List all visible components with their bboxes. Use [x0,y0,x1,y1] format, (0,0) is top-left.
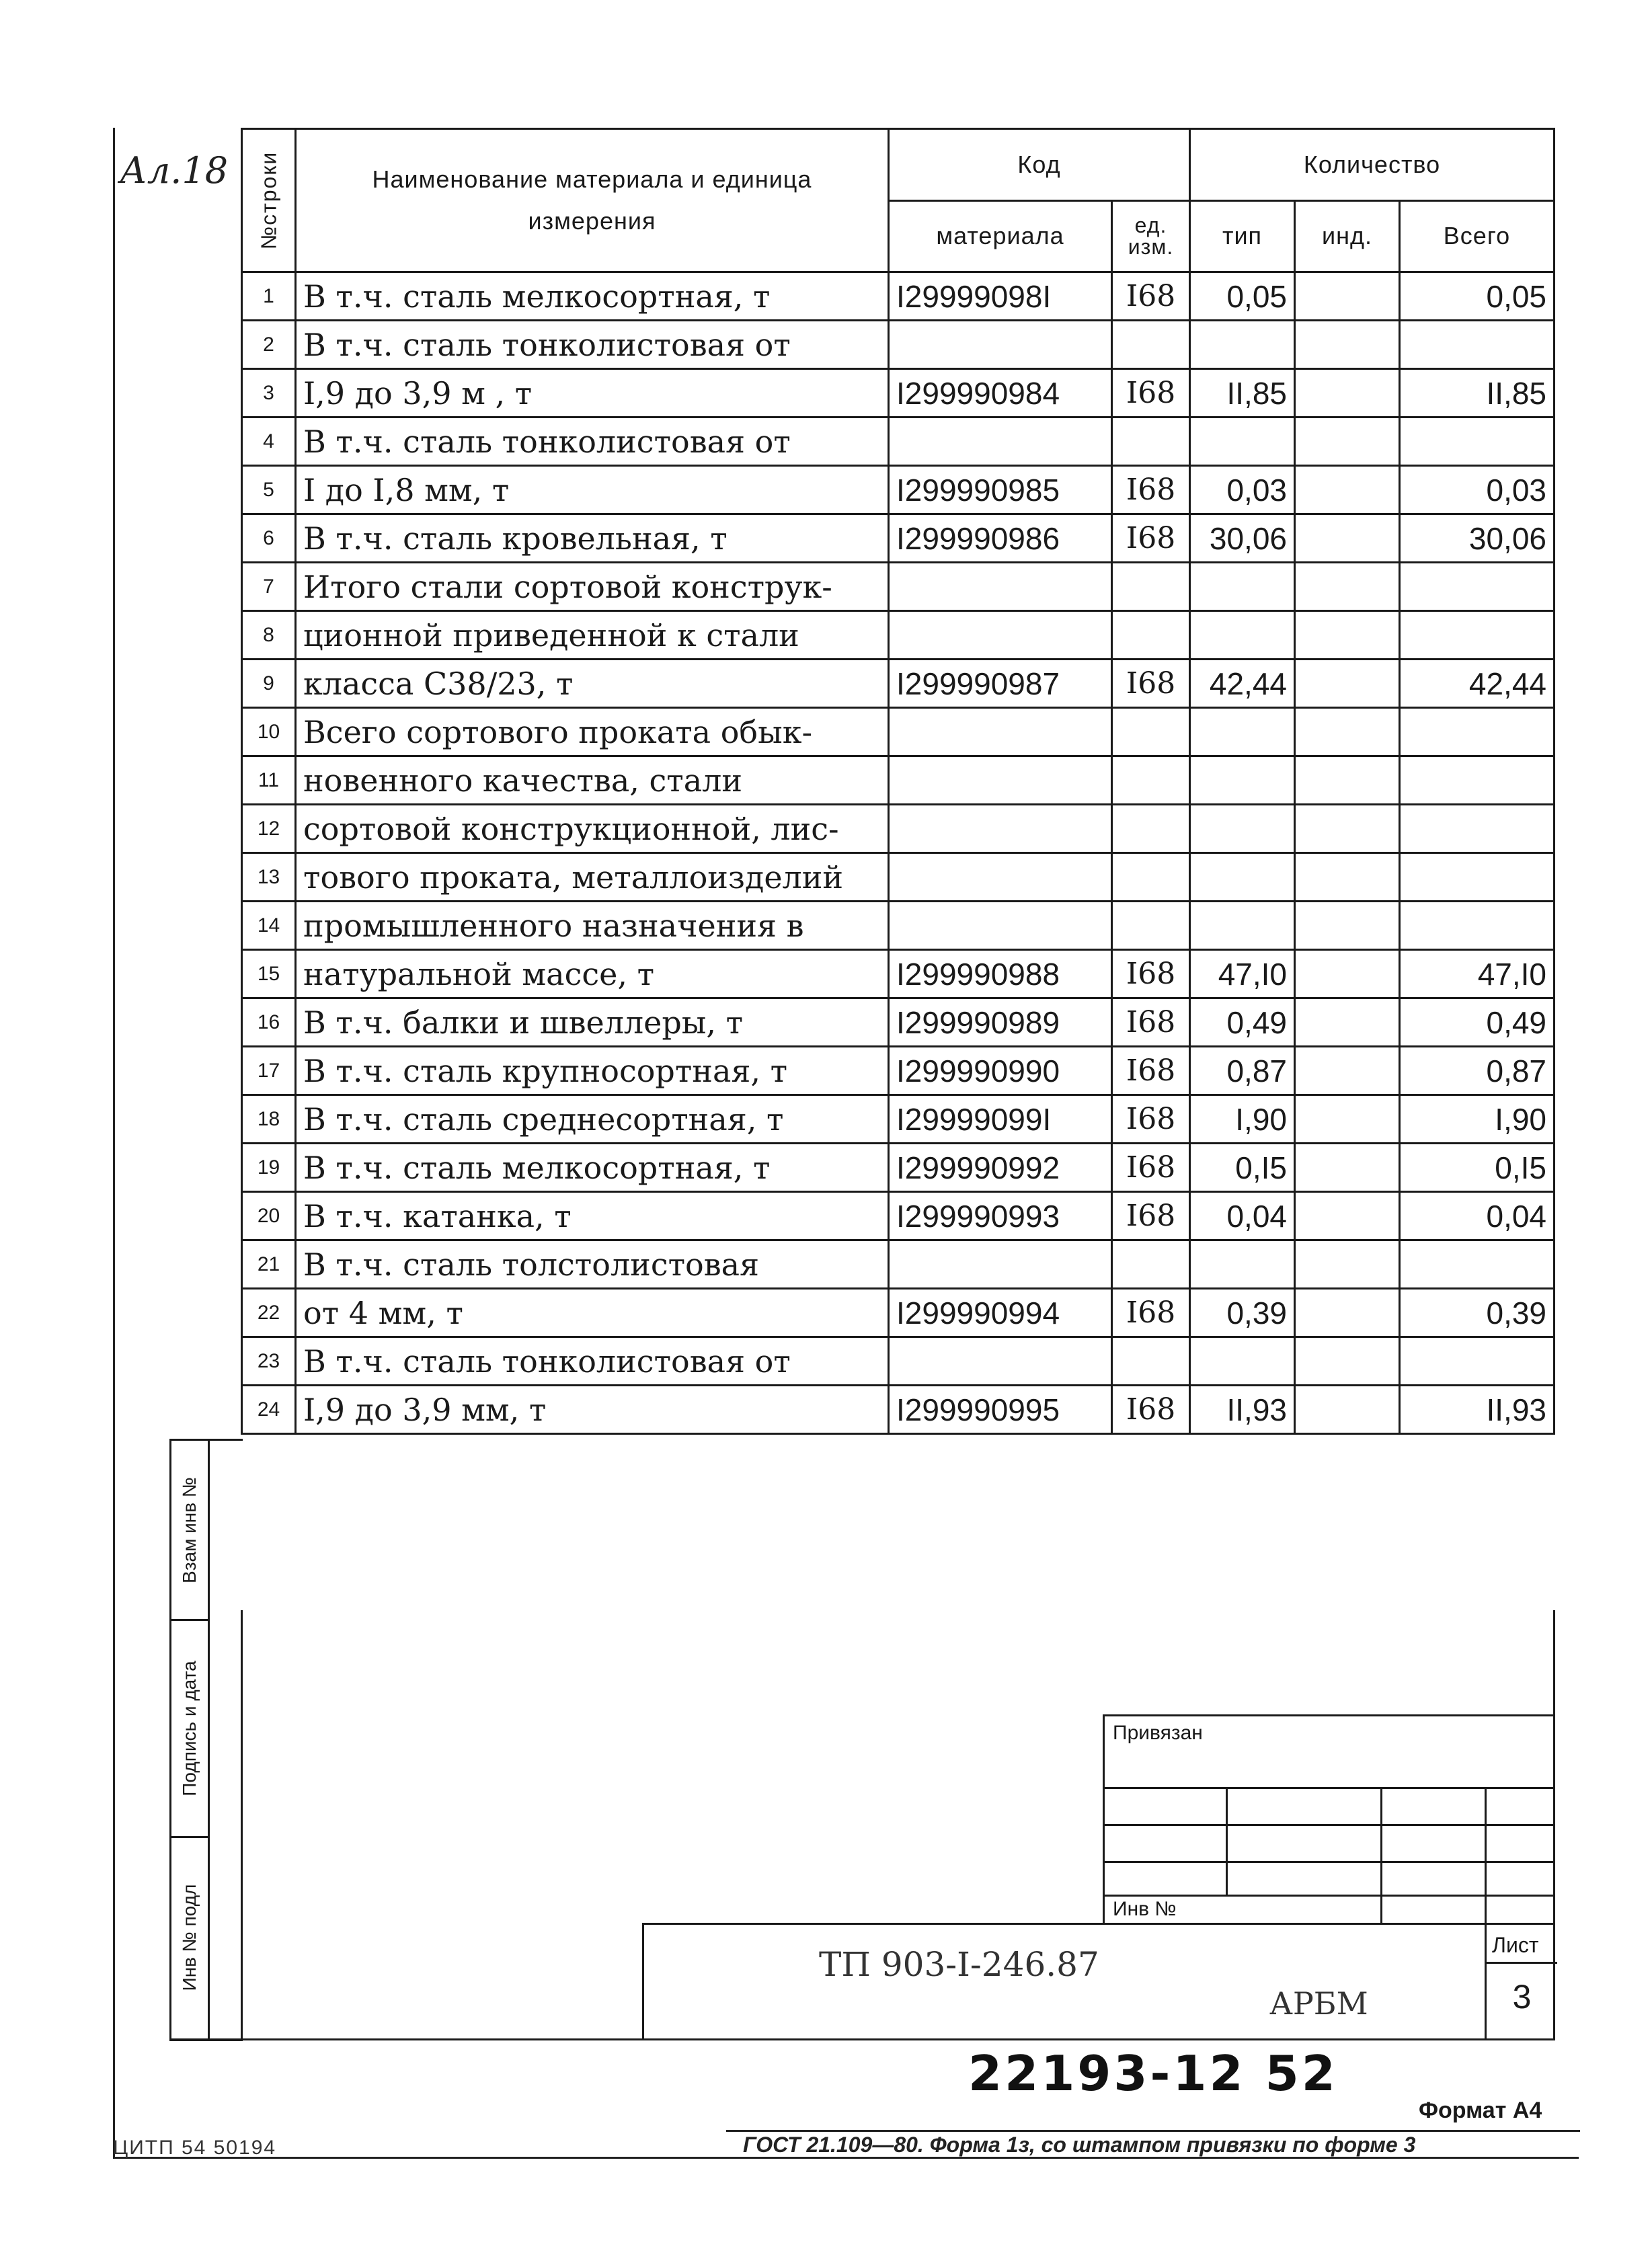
header-row-number: №строки [242,129,296,272]
side-cell-vzam-inv: Взам инв № [171,1441,208,1621]
row-number: 1 [242,272,296,321]
quantity-total: 0,05 [1400,272,1555,321]
unit-code: I68 [1112,1192,1190,1240]
row-number: 16 [242,998,296,1047]
material-code [889,853,1112,902]
row-number: 15 [242,950,296,998]
material-code: I299990990 [889,1047,1112,1095]
material-code: I299990985 [889,466,1112,514]
material-code [889,902,1112,950]
quantity-ind [1295,950,1400,998]
row-number: 5 [242,466,296,514]
quantity-ind [1295,998,1400,1047]
row-number: 9 [242,660,296,708]
unit-code [1112,805,1190,853]
binding-block [1103,1714,1555,1925]
quantity-ind [1295,563,1400,611]
quantity-typ [1190,756,1295,805]
unit-code: I68 [1112,998,1190,1047]
quantity-typ: 0,49 [1190,998,1295,1047]
format-line [726,2130,1580,2132]
side-cell-sign-date: Подпись и дата [171,1621,208,1838]
quantity-total: 0,87 [1400,1047,1555,1095]
material-name: В т.ч. сталь тонколистовая от [296,1337,889,1386]
row-number: 21 [242,1240,296,1289]
title-block [642,1923,1555,2040]
table-row [242,563,1555,611]
material-code: I29999098I [889,272,1112,321]
table-row [242,1144,1555,1192]
quantity-ind [1295,1337,1400,1386]
row-number: 6 [242,514,296,563]
table-row [242,853,1555,902]
quantity-ind [1295,708,1400,756]
quantity-typ: 0,87 [1190,1047,1295,1095]
quantity-typ: I,90 [1190,1095,1295,1144]
material-code [889,1337,1112,1386]
material-code [889,708,1112,756]
material-name: В т.ч. сталь тонколистовая от [296,418,889,466]
table-row [242,466,1555,514]
row-number: 10 [242,708,296,756]
quantity-total [1400,708,1555,756]
material-code: I299990984 [889,369,1112,418]
table-row [242,611,1555,660]
table-row [242,1192,1555,1240]
quantity-ind [1295,321,1400,369]
quantity-typ: 47,I0 [1190,950,1295,998]
material-code: I299990994 [889,1289,1112,1337]
row-number: 12 [242,805,296,853]
table-row [242,1337,1555,1386]
material-name: В т.ч. балки и швеллеры, т [296,998,889,1047]
table-row [242,805,1555,853]
quantity-typ: 0,04 [1190,1192,1295,1240]
quantity-typ [1190,563,1295,611]
quantity-ind [1295,756,1400,805]
material-name: ционной приведенной к стали [296,611,889,660]
unit-code: I68 [1112,1386,1190,1434]
header-material-name: Наименование материала и единица измерения [296,129,889,272]
quantity-total: 0,03 [1400,466,1555,514]
row-number: 22 [242,1289,296,1337]
quantity-ind [1295,418,1400,466]
quantity-total [1400,321,1555,369]
document-mark: АРБМ [1269,1985,1368,2022]
quantity-typ [1190,1240,1295,1289]
table-row [242,1095,1555,1144]
quantity-ind [1295,660,1400,708]
quantity-total: 0,04 [1400,1192,1555,1240]
material-name: класса С38/23, т [296,660,889,708]
quantity-total: 0,I5 [1400,1144,1555,1192]
footer-gost: ГОСТ 21.109—80. Форма 1з, со штампом привязки по форме 3 [743,2133,1416,2157]
quantity-ind [1295,1095,1400,1144]
unit-code: I68 [1112,514,1190,563]
material-code [889,805,1112,853]
quantity-typ [1190,418,1295,466]
material-code [889,756,1112,805]
quantity-total: II,93 [1400,1386,1555,1434]
table-row [242,756,1555,805]
row-number: 18 [242,1095,296,1144]
row-number: 20 [242,1192,296,1240]
material-code [889,321,1112,369]
page-border-left [113,128,115,2158]
quantity-ind [1295,1289,1400,1337]
unit-code [1112,418,1190,466]
header-total: Всего [1400,200,1555,272]
material-name: I,9 до 3,9 мм, т [296,1386,889,1434]
material-name: I до I,8 мм, т [296,466,889,514]
sheet-label: Лист [1492,1933,1539,1957]
side-stamp [169,1439,243,2041]
quantity-total [1400,418,1555,466]
row-number: 2 [242,321,296,369]
unit-code: I68 [1112,1144,1190,1192]
material-code: I29999099I [889,1095,1112,1144]
unit-code: I68 [1112,1289,1190,1337]
unit-code: I68 [1112,466,1190,514]
quantity-ind [1295,611,1400,660]
unit-code [1112,563,1190,611]
row-number: 7 [242,563,296,611]
table-row [242,1289,1555,1337]
quantity-ind [1295,466,1400,514]
unit-code: I68 [1112,1047,1190,1095]
material-code: I299990986 [889,514,1112,563]
material-code: I299990992 [889,1144,1112,1192]
unit-code [1112,1337,1190,1386]
material-name: В т.ч. сталь тонколистовая от [296,321,889,369]
quantity-total [1400,563,1555,611]
quantity-typ: 0,39 [1190,1289,1295,1337]
table-row [242,369,1555,418]
row-number: 24 [242,1386,296,1434]
table-row [242,418,1555,466]
quantity-typ: 0,03 [1190,466,1295,514]
quantity-total [1400,902,1555,950]
unit-code [1112,853,1190,902]
material-code: I299990989 [889,998,1112,1047]
table-row [242,272,1555,321]
material-name: I,9 до 3,9 м , т [296,369,889,418]
footer-printer-code: ЦИТП 54 50194 [113,2137,277,2159]
unit-code [1112,611,1190,660]
row-number: 13 [242,853,296,902]
table-row [242,514,1555,563]
unit-code [1112,1240,1190,1289]
table-row [242,1386,1555,1434]
quantity-typ: 0,I5 [1190,1144,1295,1192]
material-name: В т.ч. сталь кровельная, т [296,514,889,563]
material-code: I299990988 [889,950,1112,998]
header-material-code: материала [889,200,1112,272]
unit-code [1112,321,1190,369]
table-row [242,950,1555,998]
quantity-total [1400,1337,1555,1386]
material-name: промышленного назначения в [296,902,889,950]
quantity-total: 42,44 [1400,660,1555,708]
quantity-typ: II,85 [1190,369,1295,418]
material-code [889,418,1112,466]
quantity-ind [1295,853,1400,902]
quantity-typ [1190,902,1295,950]
unit-code: I68 [1112,369,1190,418]
handwritten-sheet-mark: Ал.18 [120,149,229,192]
header-quantity: Количество [1190,129,1555,201]
quantity-typ [1190,853,1295,902]
material-name: натуральной массе, т [296,950,889,998]
table-row [242,708,1555,756]
quantity-typ: 0,05 [1190,272,1295,321]
header-unit: ед. изм. [1112,200,1190,272]
quantity-typ [1190,708,1295,756]
quantity-typ: 42,44 [1190,660,1295,708]
sheet-number: 3 [1512,1978,1532,2016]
quantity-ind [1295,1047,1400,1095]
quantity-ind [1295,1386,1400,1434]
material-name: В т.ч. сталь среднесортная, т [296,1095,889,1144]
material-name: В т.ч. сталь крупносортная, т [296,1047,889,1095]
document-code: ТП 903-I-246.87 [819,1945,1099,1984]
quantity-typ [1190,321,1295,369]
binding-label: Привязан [1113,1722,1203,1744]
quantity-total [1400,1240,1555,1289]
material-name: Итого стали сортовой конструк- [296,563,889,611]
quantity-total: 0,49 [1400,998,1555,1047]
row-number: 11 [242,756,296,805]
quantity-total [1400,756,1555,805]
material-name: В т.ч. сталь мелкосортная, т [296,1144,889,1192]
side-cell-inv-orig: Инв № подл [179,1884,200,1991]
material-code [889,1240,1112,1289]
row-number: 14 [242,902,296,950]
material-code: I299990993 [889,1192,1112,1240]
unit-code: I68 [1112,660,1190,708]
header-code: Код [889,129,1190,201]
quantity-typ [1190,1337,1295,1386]
materials-table [241,128,1555,1435]
table-row [242,902,1555,950]
material-name: В т.ч. сталь толстолистовая [296,1240,889,1289]
unit-code: I68 [1112,272,1190,321]
table-body [242,272,1555,1434]
material-name: сортовой конструкционной, лис- [296,805,889,853]
unit-code: I68 [1112,950,1190,998]
quantity-total: 0,39 [1400,1289,1555,1337]
quantity-total [1400,611,1555,660]
quantity-ind [1295,1240,1400,1289]
row-number: 4 [242,418,296,466]
unit-code [1112,902,1190,950]
quantity-typ [1190,805,1295,853]
quantity-ind [1295,272,1400,321]
quantity-typ: 30,06 [1190,514,1295,563]
unit-code [1112,756,1190,805]
quantity-total: II,85 [1400,369,1555,418]
header-typ: тип [1190,200,1295,272]
sheet-box [1485,1925,1557,2040]
quantity-typ [1190,611,1295,660]
material-code: I299990987 [889,660,1112,708]
quantity-total [1400,805,1555,853]
quantity-ind [1295,805,1400,853]
quantity-typ: II,93 [1190,1386,1295,1434]
quantity-ind [1295,1192,1400,1240]
quantity-total: I,90 [1400,1095,1555,1144]
material-name: тового проката, металлоизделий [296,853,889,902]
inv-number-label: Инв № [1113,1898,1177,1920]
format-label: Формат А4 [1419,2098,1542,2123]
table-row [242,1047,1555,1095]
row-number: 23 [242,1337,296,1386]
material-name: от 4 мм, т [296,1289,889,1337]
material-code: I299990995 [889,1386,1112,1434]
row-number: 17 [242,1047,296,1095]
table-row [242,660,1555,708]
quantity-ind [1295,369,1400,418]
material-name: В т.ч. катанка, т [296,1192,889,1240]
table-row [242,321,1555,369]
row-number: 19 [242,1144,296,1192]
quantity-total: 30,06 [1400,514,1555,563]
header-ind: инд. [1295,200,1400,272]
material-name: новенного качества, стали [296,756,889,805]
unit-code [1112,708,1190,756]
material-name: Всего сортового проката обык- [296,708,889,756]
quantity-total [1400,853,1555,902]
quantity-ind [1295,1144,1400,1192]
archive-stamp-number: 22193-12 52 [968,2045,1338,2102]
material-code [889,563,1112,611]
material-code [889,611,1112,660]
row-number: 8 [242,611,296,660]
quantity-ind [1295,902,1400,950]
quantity-total: 47,I0 [1400,950,1555,998]
table-row [242,998,1555,1047]
quantity-ind [1295,514,1400,563]
row-number: 3 [242,369,296,418]
table-row [242,1240,1555,1289]
unit-code: I68 [1112,1095,1190,1144]
material-name: В т.ч. сталь мелкосортная, т [296,272,889,321]
